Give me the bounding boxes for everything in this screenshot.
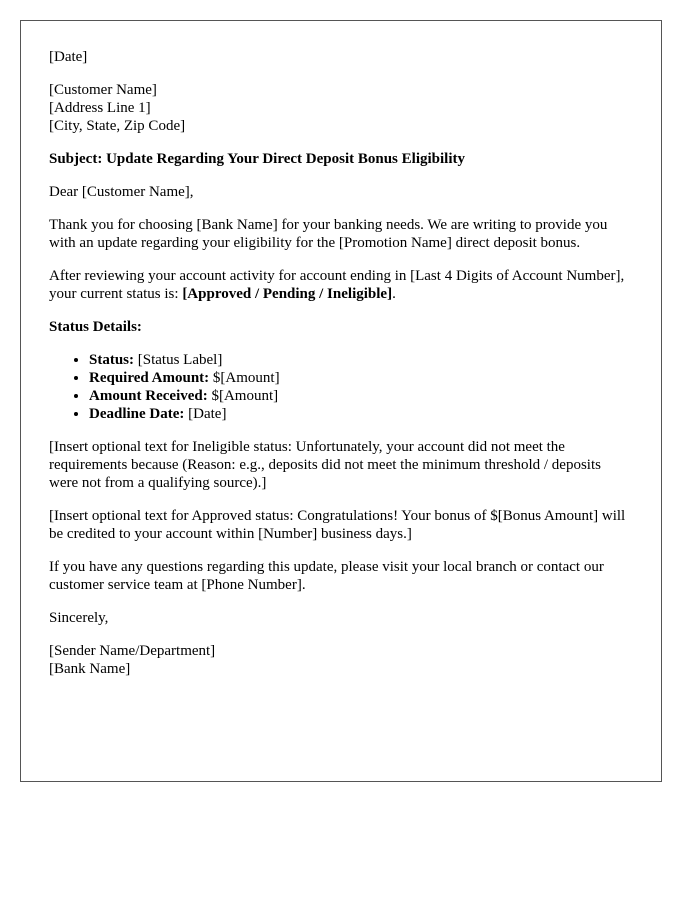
details-heading: Status Details: <box>49 319 142 335</box>
approved-paragraph: [Insert optional text for Approved status: Congratulations! Your bonus of $[Bonus Amount] will be credited to your account within [Number] business days.] <box>49 508 626 542</box>
sender-bank: [Bank Name] <box>49 661 131 677</box>
signature <box>49 642 632 678</box>
letter <box>20 20 662 782</box>
current-status: [Approved / Pending / Ineligible] <box>182 286 393 302</box>
closing: Sincerely, <box>49 610 109 626</box>
recipient-city: [City, State, Zip Code] <box>49 118 186 134</box>
list-item: • Status: [Status Label] <box>89 351 632 369</box>
recipient-address-line: [Address Line 1] <box>49 100 151 116</box>
ineligible-paragraph: [Insert optional text for Ineligible status: Unfortunately, your account did not meet the requirements because (Reason: e.g., deposits did not meet the minimum threshold / deposits were not from a qualifying source).] <box>49 439 601 491</box>
contact-paragraph: If you have any questions regarding this update, please visit your local branch or contact our customer service team at [Phone Number]. <box>49 559 604 593</box>
date: [Date] <box>49 49 88 65</box>
sender-name: [Sender Name/Department] <box>49 643 216 659</box>
recipient-name: [Customer Name] <box>49 82 157 98</box>
list-item: • Amount Received: $[Amount] <box>89 387 632 405</box>
recipient-address <box>49 81 632 135</box>
salutation: Dear [Customer Name], <box>49 184 194 200</box>
list-item: • Required Amount: $[Amount] <box>89 369 632 387</box>
status-details-list <box>49 351 632 423</box>
intro-paragraph: Thank you for choosing [Bank Name] for your banking needs. We are writing to provide you with an update regarding your eligibility for the [Promotion Name] direct deposit bonus. <box>49 217 608 251</box>
list-item: • Deadline Date: [Date] <box>89 405 632 423</box>
subject: Subject: Update Regarding Your Direct Deposit Bonus Eligibility <box>49 151 465 167</box>
status-paragraph: After reviewing your account activity for account ending in [Last 4 Digits of Account Number], your current status is: [Approved / Pending / Ineligible]. <box>49 268 625 302</box>
